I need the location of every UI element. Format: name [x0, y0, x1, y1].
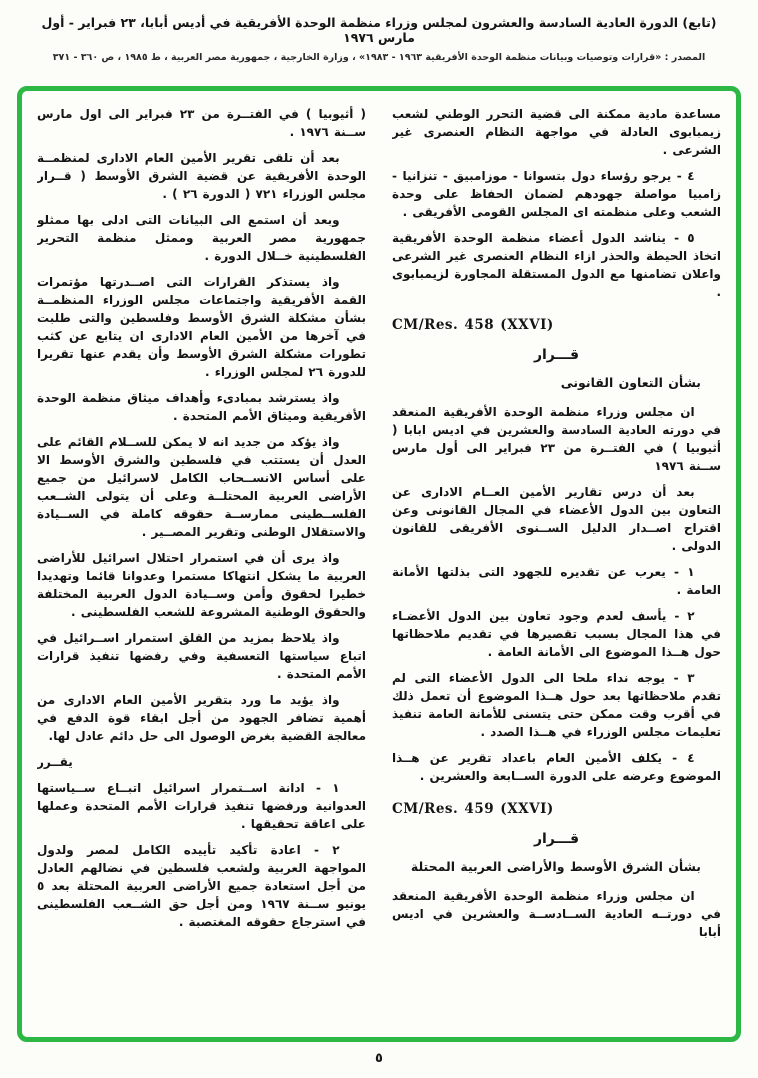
paragraph: مساعدة مادية ممكنة الى قضية التحرر الوطني لشعب زيمبابوى العادلة في مواجهة النظام العنصرى غير الشرعى . [392, 107, 721, 157]
paragraph: واذ يؤيد ما ورد بتقرير الأمين العام الادارى من أهمية تضافر الجهود من أجل ابقاء قوة الدفع في معالجة القضية بغرض الوصول الى حل دائم عادل لها. [37, 693, 366, 743]
paragraph: ٣ - يوجه نداء ملحا الى الدول الأعضاء التى لم تقدم ملاحظاتها بعد حول هــذا الموضوع أن تعمل ذلك في أقرب وقت ممكن حتى يتسنى للأمانة العامة تنفيذ تعليمات مجلس الوزراء في هــذا الصدد . [392, 671, 721, 739]
paragraph: واذ يسترشد بمبادىء وأهداف ميثاق منظمة الوحدة الأفريقية وميثاق الأمم المتحدة . [37, 391, 366, 423]
resolution-subject: بشأن التعاون القانونى [560, 375, 701, 391]
paragraph: واذ يرى أن في استمرار احتلال اسرائيل للأراضى العربية ما يشكل انتهاكا مستمرا وعدوانا قائما وتهديدا خطيرا لحقوق وأمن وســيادة الدول العربية المختلفة والحقوق الوطنية المشروعة للشعب الفلسطينى . [37, 551, 366, 619]
two-column-layout [37, 105, 721, 1029]
paragraph: ( أثيوبيا ) في الفتــرة من ٢٣ فبراير الى اول مارس ســنة ١٩٧٦ . [37, 107, 366, 139]
paragraph: ١ - ادانة اســتمرار اسرائيل اتبــاع ســياستها العدوانية ورفضها تنفيذ قرارات الأمم المتحدة وعملها على اعاقة تحقيقها . [37, 781, 366, 831]
page-header [0, 0, 758, 63]
paragraph: ان مجلس وزراء منظمة الوحدة الأفريقية المنعقد في دورتــه العادية الســادســة والعشرين في اديس أبابا [392, 889, 721, 939]
resolution-number: CM/Res. 459 (XXVI) [392, 801, 554, 817]
page-number: ٥ [375, 1051, 383, 1066]
paragraph: ١ - يعرب عن تقديره للجهود التى بذلتها الأمانة العامة . [392, 565, 721, 597]
paragraph: بعد أن درس تقارير الأمين العــام الادارى عن التعاون بين الدول الأعضاء في المجال القانونى وعن اقتراح اصــدار الدليل الســنوى الأفريقى للقانون الدولى . [392, 485, 721, 553]
source-citation: المصدر : «قرارات وتوصيات وبيانات منظمة الوحدة الأفريقية ١٩٦٣ - ١٩٨٣» ، وزارة الخارجية ، جمهورية مصر العربية ، ط ١٩٨٥ ، ص ٣٦٠ - ٣٧١ [52, 52, 706, 63]
paragraph: ٥ - يناشد الدول أعضاء منظمة الوحدة الأفريقية اتخاذ الحيطة والحذر ازاء النظام العنصرى غير الشرعى واعلان تضامنها مع الدول المستقلة المجاورة لزيمبابوى . [392, 231, 721, 299]
column-right [392, 105, 721, 1029]
paragraph: وبعد أن استمع الى البيانات التى ادلى بها ممثلو جمهورية مصر العربية وممثل منظمة التحرير الفلسطينية خــلال الدورة . [37, 213, 366, 263]
paragraph: واذ يلاحظ بمزيد من القلق استمرار اســرائيل في اتباع سياستها التعسفية وفي رفضها تنفيذ قرارات الأمم المتحدة . [37, 631, 366, 681]
paragraph: واذ يستذكر القرارات التى اصــدرتها مؤتمرات القمة الأفريقية واجتماعات مجلس الوزراء المنظمــة بشأن مشكلة الشرق الأوسط وفلسطين والتى طلبت في آخرها من الأمين العام الادارى ان يتابع عن كثب تطورات مشكلة الشرق الأوسط وأن يقدم عنها تقريرا للدورة ٢٦ لمجلس الوزراء . [37, 275, 366, 379]
paragraph: ان مجلس وزراء منظمة الوحدة الأفريقية المنعقد في دورته العادية السادسة والعشرين في اديس ابابا ( أثيوبيا ) في الفتــرة من ٢٣ فبراير الى أول مارس ســنة ١٩٧٦ [392, 405, 721, 473]
resolution-heading: قـــرار [533, 347, 580, 364]
paragraph: ٢ - يأسف لعدم وجود تعاون بين الدول الأعضـاء في هذا المجال بسبب تقصيرها في تقديم ملاحظاتها حول هــذا الموضوع الى الأمانة العامة . [392, 609, 721, 659]
paragraph: واذ يؤكد من جديد انه لا يمكن للســلام القائم على العدل أن يستتب في فلسطين والشرق الأوسط الا على أساس الانســحاب الكامل لاسرائيل من جميع الأراضى العربية المحتلــة وعلى أن يتولى الشــعب الفلســطينى ممارســة حقوقه كاملة في الســيادة والاستقلال الوطنى وتقرير المصــير . [37, 435, 366, 539]
session-title: (تابع) الدورة العادية السادسة والعشرون لمجلس وزراء منظمة الوحدة الأفريقية في أديس أبابا، ٢٣ فبراير - أول مارس ١٩٧٦ [41, 15, 717, 45]
paragraph: ٤ - يرجو رؤساء دول بتسوانا - موزامبيق - تنزانيا - زامبيا مواصلة جهودهم لضمان الحفاظ على وحدة الشعب وعلى منظمته اى المجلس القومى الأفريقى . [392, 169, 721, 219]
resolution-subject: بشأن الشرق الأوسط والأراضى العربية المحتلة [410, 859, 701, 875]
paragraph: ٤ - يكلف الأمين العام باعداد تقرير عن هــذا الموضوع وعرضه على الدورة الســابعة والعشرين . [392, 751, 721, 783]
column-left [37, 105, 366, 1029]
decree-word: يقــرر [37, 755, 73, 769]
content-frame [17, 86, 741, 1042]
paragraph: ٢ - اعادة تأكيد تأييده الكامل لمصر ولدول المواجهة العربية ولشعب فلسطين في نضالهم العادل من أجل استعادة جميع الأراضى العربية المحتلة بعد ٥ يونيو ســنة ١٩٦٧ ومن أجل حق الشــعب الفلسطينى في استرجاع حقوقه المغتصبة . [37, 843, 366, 929]
resolution-heading: قـــرار [533, 831, 580, 848]
paragraph: بعد أن تلقى تقرير الأمين العام الادارى لمنظمــة الوحدة الأفريقية عن قضية الشرق الأوسط ( قــرار مجلس الوزراء ٧٢١ ( الدورة ٢٦ ) . [37, 151, 366, 201]
resolution-number: CM/Res. 458 (XXVI) [392, 317, 554, 333]
